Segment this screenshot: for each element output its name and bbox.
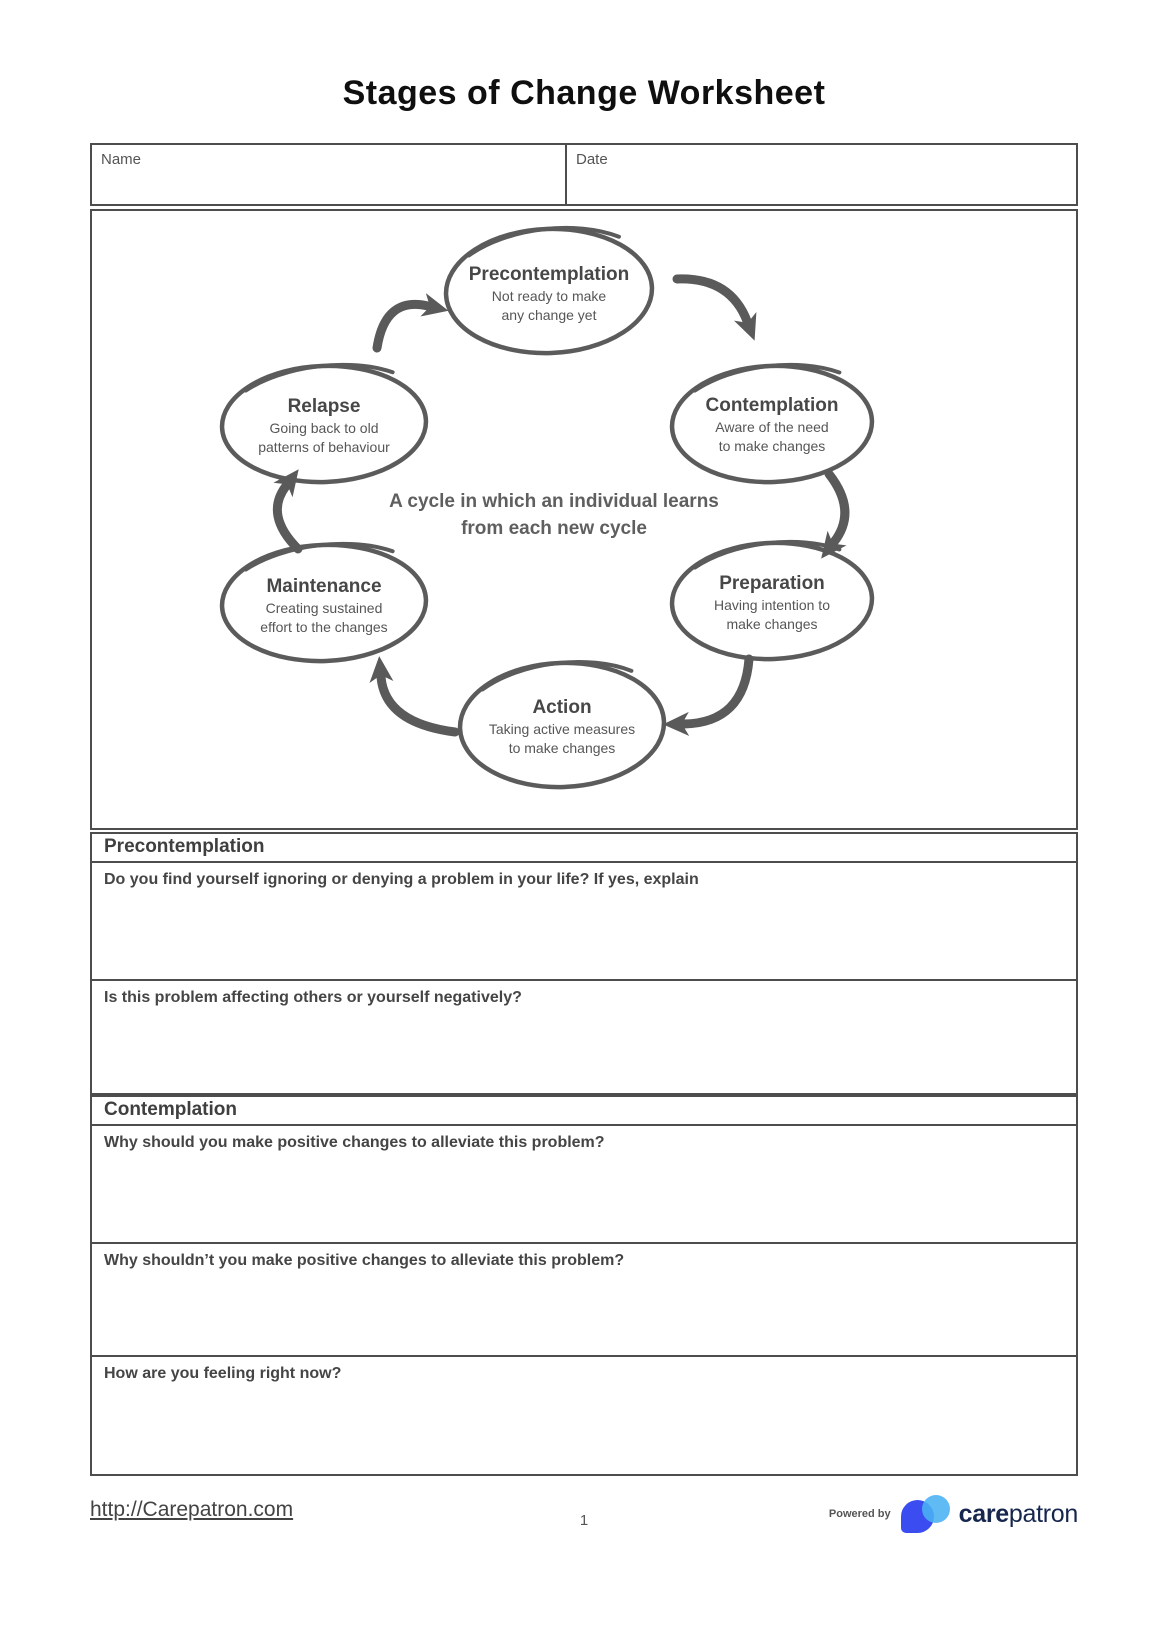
cycle-caption-line1: A cycle in which an individual learns xyxy=(389,491,719,512)
stage-action-title: Action xyxy=(532,697,592,718)
stage-contemplation-desc-line1: Aware of the need xyxy=(715,419,829,435)
section-precontemplation-heading: Precontemplation xyxy=(92,834,1076,863)
date-field[interactable] xyxy=(567,145,1076,204)
powered-by-label: Powered by xyxy=(828,1508,891,1520)
answer-area[interactable] xyxy=(92,889,1076,979)
stage-maintenance-desc-line1: Creating sustained xyxy=(265,600,383,616)
answer-area[interactable] xyxy=(92,1270,1076,1355)
cycle-caption-line2: from each new cycle xyxy=(461,518,647,539)
brand-regular-part: patron xyxy=(1008,1499,1078,1528)
section-contemplation-heading: Contemplation xyxy=(92,1097,1076,1126)
brand-bold-part: care xyxy=(958,1499,1009,1528)
section-precontemplation xyxy=(90,832,1078,1095)
stage-maintenance-desc-line2: effort to the changes xyxy=(260,619,388,635)
stage-action-desc-line1: Taking active measures xyxy=(488,721,636,737)
carepatron-logo-icon xyxy=(901,1492,949,1536)
stage-precontemplation-title: Precontemplation xyxy=(468,264,630,285)
answer-area[interactable] xyxy=(92,1152,1076,1242)
stage-precontemplation xyxy=(399,263,699,325)
stage-relapse-title: Relapse xyxy=(287,396,361,417)
stage-preparation-desc-line1: Having intention to xyxy=(714,597,830,613)
stage-relapse xyxy=(174,395,474,457)
cycle-caption xyxy=(92,488,1016,542)
name-date-table xyxy=(90,143,1078,206)
carepatron-wordmark xyxy=(959,1500,1078,1529)
stage-contemplation xyxy=(622,394,922,456)
stage-action xyxy=(412,696,712,758)
stage-precontemplation-desc-line1: Not ready to make xyxy=(491,288,607,304)
question-text: How are you feeling right now? xyxy=(104,1365,342,1382)
date-label: Date xyxy=(576,151,608,168)
question-text: Is this problem affecting others or yourself negatively? xyxy=(104,989,522,1006)
question-feeling-now xyxy=(92,1355,1076,1474)
answer-area[interactable] xyxy=(92,1007,1076,1093)
stage-preparation-desc-line2: make changes xyxy=(726,616,818,632)
stage-maintenance-title: Maintenance xyxy=(266,576,382,597)
name-label: Name xyxy=(101,151,142,168)
question-text: Why should you make positive changes to alleviate this problem? xyxy=(104,1134,605,1151)
page-number: 1 xyxy=(579,1512,589,1529)
stage-maintenance xyxy=(174,575,474,637)
stage-contemplation-desc-line2: to make changes xyxy=(718,438,826,454)
powered-by-block xyxy=(829,1492,1078,1536)
stage-relapse-desc-line1: Going back to old xyxy=(269,420,379,436)
question-affecting-negatively xyxy=(92,979,1076,1093)
question-why-shouldnt xyxy=(92,1242,1076,1355)
stage-relapse-desc-line2: patterns of behaviour xyxy=(258,439,390,455)
stage-preparation-title: Preparation xyxy=(719,573,825,594)
stage-precontemplation-desc-line2: any change yet xyxy=(501,307,597,323)
section-contemplation xyxy=(90,1095,1078,1476)
carepatron-link[interactable]: http://Carepatron.com xyxy=(90,1498,294,1521)
stage-contemplation-title: Contemplation xyxy=(705,395,839,416)
answer-area[interactable] xyxy=(92,1383,1076,1474)
stage-preparation xyxy=(622,572,922,634)
question-why-should xyxy=(92,1126,1076,1242)
question-ignoring-denying xyxy=(92,863,1076,979)
name-field[interactable] xyxy=(92,145,567,204)
question-text: Do you find yourself ignoring or denying a problem in your life? If yes, explain xyxy=(104,871,699,888)
stages-of-change-diagram xyxy=(90,209,1078,830)
logo-blob-light-icon xyxy=(922,1495,950,1523)
page-title: Stages of Change Worksheet xyxy=(342,74,826,112)
stage-action-desc-line2: to make changes xyxy=(508,740,616,756)
question-text: Why shouldn’t you make positive changes to alleviate this problem? xyxy=(104,1252,625,1269)
